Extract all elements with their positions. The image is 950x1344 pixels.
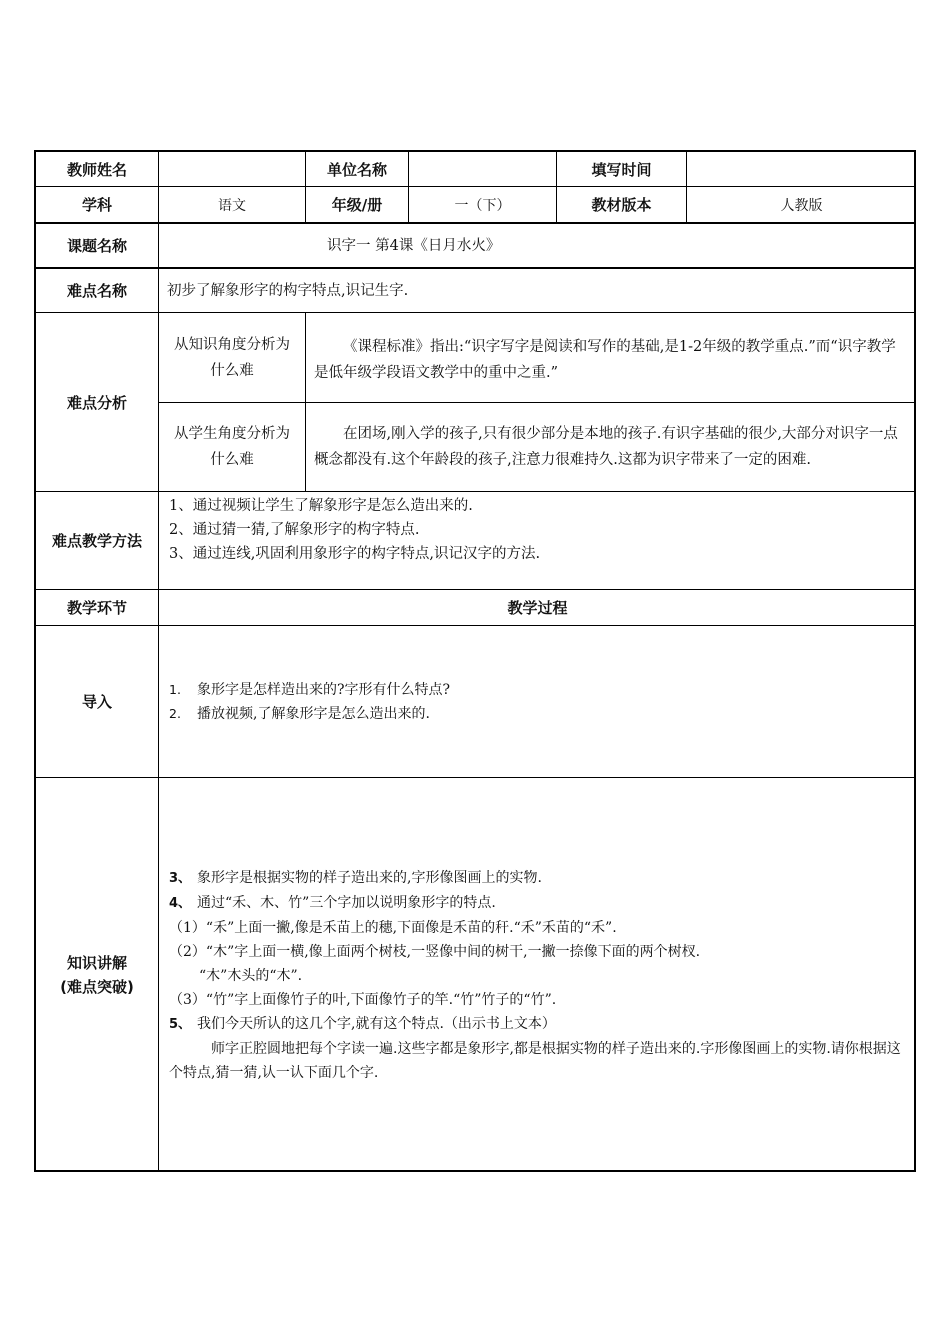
topic-row	[36, 224, 914, 267]
knowledge-content	[159, 778, 916, 1172]
lesson-plan-table	[34, 150, 916, 1172]
teacher-label: 教师姓名	[36, 152, 159, 186]
subject-label: 学科	[36, 187, 159, 222]
knowledge-label-line1: 知识讲解	[66, 954, 127, 972]
point-number: 4、	[169, 895, 192, 911]
analysis-row	[36, 313, 914, 491]
point-text: 象形字是根据实物的样子造出来的,字形像图画上的实物.	[197, 869, 542, 886]
method-row	[36, 492, 914, 589]
point-text: 通过“禾、木、竹”三个字加以说明象形字的特点.	[197, 894, 496, 911]
edition-value: 人教版	[780, 197, 823, 214]
point-number: 3、	[169, 870, 192, 886]
process-header: 教学过程	[507, 599, 568, 617]
knowledge-row	[36, 778, 914, 1172]
unit-value[interactable]	[409, 152, 557, 186]
point-text: 我们今天所认的这几个字,就有这个特点.（出示书上文本）	[197, 1015, 556, 1032]
grade-value: 一（下）	[409, 187, 557, 222]
header-row-1	[36, 152, 914, 186]
student-analysis	[159, 403, 916, 491]
grade-label: 年级/册	[306, 187, 409, 222]
edition-label: 教材版本	[557, 187, 687, 222]
method-content	[159, 492, 916, 589]
intro-item-text: 象形字是怎样造出来的?字形有什么特点?	[197, 681, 451, 698]
method-item: 3、通过连线,巩固利用象形字的构字特点,识记汉字的方法.	[169, 546, 541, 562]
method-item: 2、通过猜一猜,了解象形字的构字特点.	[169, 522, 420, 538]
sub-point-2-cont: “木”木头的“木”.	[199, 967, 303, 984]
point-number: 5、	[169, 1016, 192, 1032]
intro-label: 导入	[36, 626, 159, 777]
intro-item-text: 播放视频,了解象形字是怎么造出来的.	[197, 705, 430, 722]
knowledge-point-4	[169, 891, 908, 916]
knowledge-point-3	[169, 866, 908, 891]
sub-point-2: （2）“木”字上面一横,像上面两个树枝,一竖像中间的树干,一撇一捺像下面的两个树杈.	[169, 943, 701, 960]
stage-header: 教学环节	[36, 590, 159, 625]
unit-label: 单位名称	[306, 152, 409, 186]
topic-label: 课题名称	[36, 224, 159, 267]
student-angle-text: 在团场,刚入学的孩子,只有很少部分是本地的孩子.有识字基础的很少,大部分对识字一点概念都没有.这个年龄段的孩子,注意力很难持久.这都为识字带来了一定的困难.	[314, 426, 898, 468]
sub-point-3: （3）“竹”字上面像竹子的叶,下面像竹子的竿.“竹”竹子的“竹”.	[169, 991, 557, 1008]
subject-value: 语文	[159, 187, 306, 222]
analysis-label: 难点分析	[36, 313, 159, 491]
header-row-2	[36, 187, 914, 222]
knowledge-label	[36, 778, 159, 1172]
process-header-row	[36, 590, 914, 625]
date-label: 填写时间	[557, 152, 687, 186]
method-item: 1、通过视频让学生了解象形字是怎么造出来的.	[169, 498, 473, 514]
intro-item-number: 2.	[169, 705, 181, 721]
intro-row	[36, 626, 914, 777]
knowledge-label-line2: (难点突破)	[60, 978, 134, 996]
intro-item-number: 1.	[169, 681, 181, 697]
knowledge-analysis	[159, 313, 916, 402]
sub-point-1: （1）“禾”上面一撇,像是禾苗上的穗,下面像是禾苗的秆.“禾”禾苗的“禾”.	[169, 919, 617, 936]
date-value[interactable]	[687, 152, 916, 186]
difficulty-value: 初步了解象形字的构字特点,识记生字.	[167, 282, 409, 299]
teacher-value[interactable]	[159, 152, 306, 186]
intro-content	[159, 626, 916, 777]
student-angle-label: 从学生角度分析为什么难	[159, 403, 306, 491]
knowledge-paragraph: 师字正腔圆地把每个字读一遍.这些字都是象形字,都是根据实物的样子造出来的.字形像图画上的实物.请你根据这个特点,猜一猜,认一认下面几个字.	[169, 1040, 901, 1081]
intro-item	[169, 702, 450, 726]
knowledge-angle-label: 从知识角度分析为什么难	[159, 313, 306, 402]
method-label: 难点教学方法	[36, 492, 159, 589]
topic-value: 识字一 第4课《日月水火》	[327, 237, 501, 254]
difficulty-label: 难点名称	[36, 269, 159, 312]
knowledge-angle-text: 《课程标准》指出:“识字写字是阅读和写作的基础,是1-2年级的教学重点.”而“识字教学是低年级学段语文教学中的重中之重.”	[314, 338, 896, 381]
difficulty-row	[36, 269, 914, 312]
knowledge-point-5	[169, 1012, 908, 1037]
intro-item	[169, 678, 450, 702]
